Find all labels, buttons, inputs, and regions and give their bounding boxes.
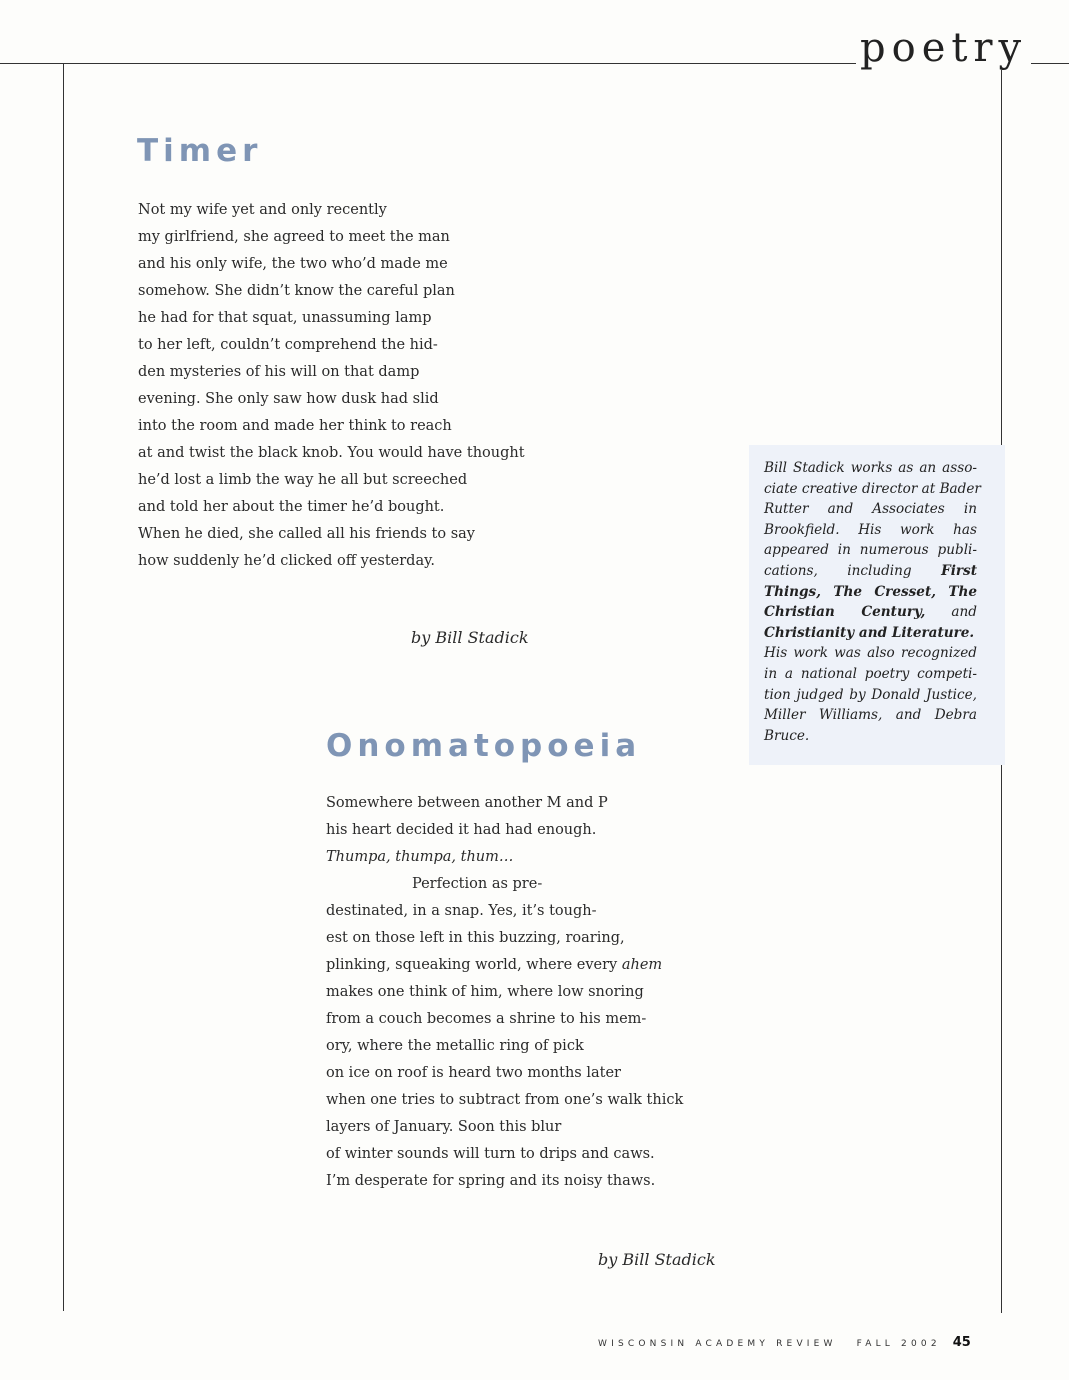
bio-line: ciate creative director at Bader xyxy=(764,480,981,497)
bio-line xyxy=(764,623,977,644)
poem-line: destinated, in a snap. Yes, it’s tough- xyxy=(326,903,597,919)
byline-onomatopoeia: by Bill Stadick xyxy=(598,1250,716,1269)
poem-line-text: plinking, squeaking world, where every xyxy=(326,957,622,973)
bio-text: and xyxy=(925,604,977,621)
publication-name: Christianity and Literature. xyxy=(764,624,975,641)
bio-line: Rutter and Associates in xyxy=(764,501,977,518)
poem-line: to her left, couldn’t comprehend the hid- xyxy=(138,337,438,353)
poem-body-timer xyxy=(138,197,525,575)
bio-line: in a national poetry competi- xyxy=(764,665,977,682)
publication-name: Christian Century, xyxy=(764,604,926,621)
poem-line: his heart decided it had had enough. xyxy=(326,822,597,838)
publication-name: First xyxy=(941,562,977,579)
bio-text: cations, including xyxy=(764,562,942,579)
bio-line: appeared in numerous publi- xyxy=(764,542,977,559)
author-bio-box xyxy=(749,445,1005,765)
bio-line xyxy=(764,582,977,603)
poem-line-italic: ahem xyxy=(621,957,663,973)
poem-line: ory, where the metallic ring of pick xyxy=(326,1038,584,1054)
poem-line: and told her about the timer he’d bought. xyxy=(138,499,445,515)
poem-line: Not my wife yet and only recently xyxy=(138,202,387,218)
publication-name-footer: WISCONSIN ACADEMY REVIEW xyxy=(598,1339,837,1349)
poem-line xyxy=(326,952,683,979)
poem-line: makes one think of him, where low snoring xyxy=(326,984,644,1000)
poem-line: from a couch becomes a shrine to his mem- xyxy=(326,1011,647,1027)
poem-line: den mysteries of his will on that damp xyxy=(138,364,420,380)
poem-line: how suddenly he’d clicked off yesterday. xyxy=(138,553,435,569)
poem-line: on ice on roof is heard two months later xyxy=(326,1065,621,1081)
poem-line: Thumpa, thumpa, thum… xyxy=(326,849,514,865)
poem-line: and his only wife, the two who’d made me xyxy=(138,256,448,272)
poem-title-timer: Timer xyxy=(137,133,263,169)
poem-line: layers of January. Soon this blur xyxy=(326,1119,562,1135)
poem-line: my girlfriend, she agreed to meet the man xyxy=(138,229,450,245)
bio-line: Bruce. xyxy=(764,727,810,744)
poem-line: I’m desperate for spring and its noisy thaws. xyxy=(326,1173,656,1189)
poem-line: at and twist the black knob. You would have thought xyxy=(138,445,525,461)
bio-line: Bill Stadick works as an asso- xyxy=(764,460,977,476)
poem-line: he had for that squat, unassuming lamp xyxy=(138,310,432,326)
poem-line: evening. She only saw how dusk had slid xyxy=(138,391,439,407)
byline-timer: by Bill Stadick xyxy=(411,628,529,647)
poem-line: when one tries to subtract from one’s walk thick xyxy=(326,1092,684,1108)
poem-body-onomatopoeia xyxy=(326,790,683,1195)
issue-season: FALL 2002 xyxy=(856,1339,941,1349)
poem-line: When he died, she called all his friends to say xyxy=(138,526,475,542)
bio-line xyxy=(764,561,977,582)
poem-line: of winter sounds will turn to drips and caws. xyxy=(326,1146,655,1162)
poem-line: he’d lost a limb the way he all but screeched xyxy=(138,472,468,488)
bio-line: Brookfield. His work has xyxy=(764,521,977,538)
page-number: 45 xyxy=(952,1335,971,1350)
bio-line xyxy=(764,602,977,623)
bio-line: His work was also recognized xyxy=(764,645,977,662)
bio-line: tion judged by Donald Justice, xyxy=(764,686,977,703)
section-label: poetry xyxy=(856,26,1031,70)
poem-line: Somewhere between another M and P xyxy=(326,795,608,811)
page-footer xyxy=(598,1334,971,1353)
poem-title-onomatopoeia: Onomatopoeia xyxy=(326,728,642,764)
bio-line: Miller Williams, and Debra xyxy=(764,707,977,724)
left-border-rule xyxy=(63,63,64,1311)
poem-line: est on those left in this buzzing, roaring, xyxy=(326,930,625,946)
poem-line: somehow. She didn’t know the careful plan xyxy=(138,283,455,299)
publication-name: Things, The Cresset, The xyxy=(764,583,977,600)
poem-line: Perfection as pre- xyxy=(412,876,543,892)
poem-line: into the room and made her think to reach xyxy=(138,418,452,434)
